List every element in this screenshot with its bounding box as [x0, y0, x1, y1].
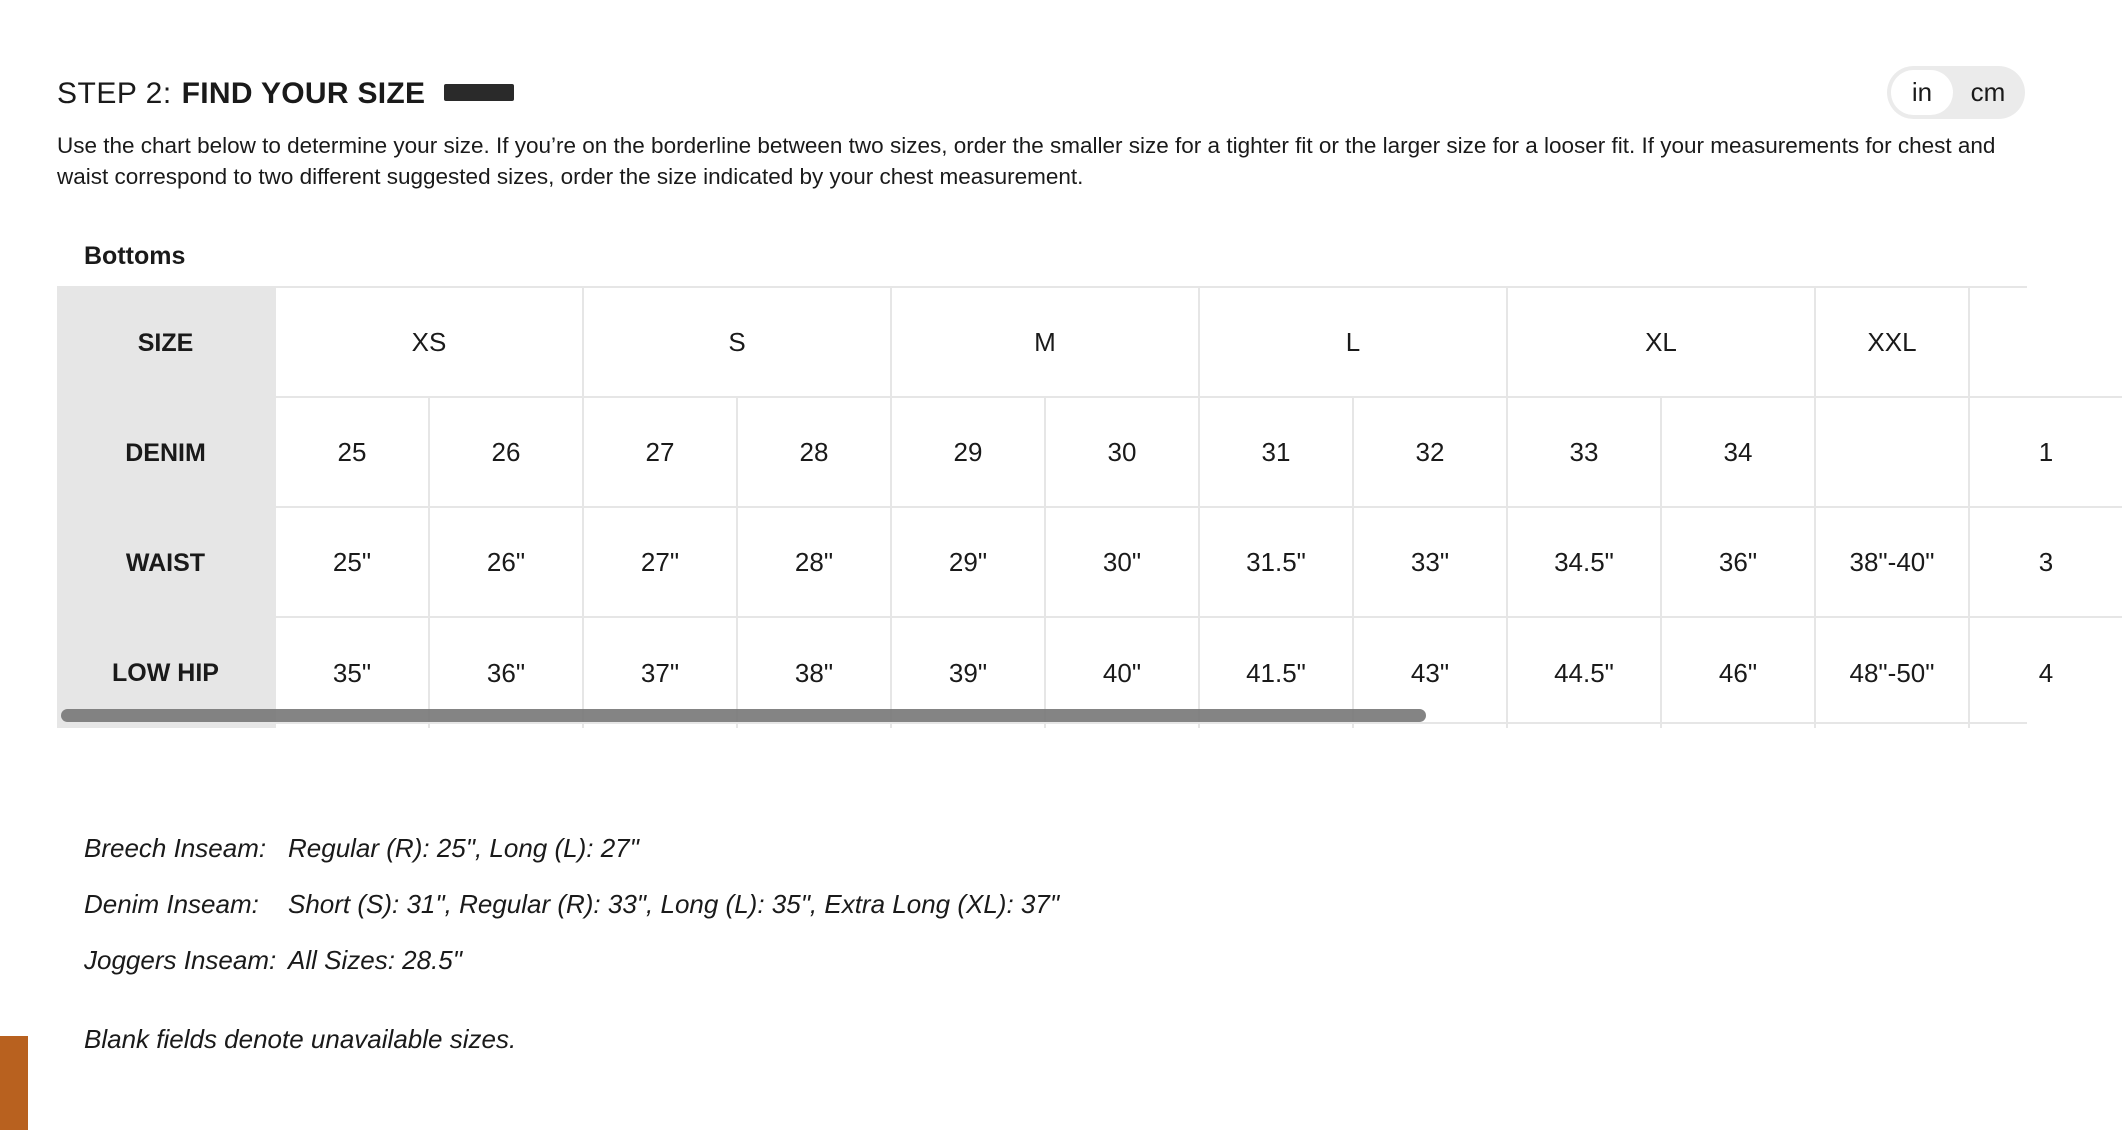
note-breech-inseam [84, 820, 1059, 876]
size-cell [1968, 288, 2122, 398]
unit-option-cm[interactable]: cm [1970, 77, 2006, 107]
note-value: All Sizes: 28.5" [288, 944, 462, 975]
unit-option-in[interactable]: in [1891, 70, 1953, 115]
waist-cell: 33" [1352, 508, 1506, 618]
low-hip-cell: 41.5" [1198, 618, 1352, 728]
unit-toggle[interactable] [1887, 66, 2025, 119]
section-label-bottoms: Bottoms [84, 242, 186, 270]
note-denim-inseam [84, 876, 1059, 932]
size-cell: XXL [1814, 288, 1968, 398]
size-cell: M [890, 288, 1198, 398]
size-cell: XL [1506, 288, 1814, 398]
row-header-waist: WAIST [57, 508, 274, 618]
size-cell: XS [274, 288, 582, 398]
note-label: Breech Inseam: [84, 832, 267, 863]
low-hip-cell: 43" [1352, 618, 1506, 728]
low-hip-cell: 4 [1968, 618, 2122, 728]
denim-cell: 31 [1198, 398, 1352, 508]
row-header-denim: DENIM [57, 398, 274, 508]
denim-cell: 27 [582, 398, 736, 508]
low-hip-cell: 36" [428, 618, 582, 728]
denim-cell: 28 [736, 398, 890, 508]
low-hip-cell: 48"-50" [1814, 618, 1968, 728]
denim-cell: 34 [1660, 398, 1814, 508]
low-hip-cell: 35" [274, 618, 428, 728]
row-header-size: SIZE [57, 288, 274, 398]
waist-cell: 27" [582, 508, 736, 618]
step-prefix: STEP 2: [57, 77, 172, 110]
size-cell: L [1198, 288, 1506, 398]
denim-cell: 30 [1044, 398, 1198, 508]
size-table[interactable] [57, 286, 2054, 724]
inseam-notes [84, 820, 1059, 988]
table-row-size [57, 288, 2122, 398]
low-hip-cell: 38" [736, 618, 890, 728]
denim-cell: 29 [890, 398, 1044, 508]
note-value: Short (S): 31", Regular (R): 33", Long (L): 35", Extra Long (XL): 37" [288, 888, 1060, 919]
step-title: FIND YOUR SIZE [181, 77, 426, 110]
waist-cell: 30" [1044, 508, 1198, 618]
side-feedback-tab[interactable] [0, 1036, 28, 1130]
note-value: Regular (R): 25", Long (L): 27" [288, 832, 639, 863]
table-row-denim [57, 398, 2122, 508]
step-header [57, 74, 514, 114]
horizontal-scrollbar[interactable] [61, 709, 1426, 722]
low-hip-cell: 40" [1044, 618, 1198, 728]
row-header-low-hip: LOW HIP [57, 618, 274, 728]
waist-cell: 34.5" [1506, 508, 1660, 618]
waist-cell: 31.5" [1198, 508, 1352, 618]
waist-cell: 28" [736, 508, 890, 618]
denim-cell: 1 [1968, 398, 2122, 508]
waist-cell: 38"-40" [1814, 508, 1968, 618]
denim-cell: 26 [428, 398, 582, 508]
denim-cell: 32 [1352, 398, 1506, 508]
denim-cell [1814, 398, 1968, 508]
blank-fields-note: Blank fields denote unavailable sizes. [84, 1024, 517, 1054]
low-hip-cell: 37" [582, 618, 736, 728]
waist-cell: 29" [890, 508, 1044, 618]
low-hip-cell: 44.5" [1506, 618, 1660, 728]
table-row-waist [57, 508, 2122, 618]
waist-cell: 26" [428, 508, 582, 618]
note-label: Joggers Inseam: [84, 944, 277, 975]
low-hip-cell: 39" [890, 618, 1044, 728]
waist-cell: 36" [1660, 508, 1814, 618]
waist-cell: 3 [1968, 508, 2122, 618]
note-joggers-inseam [84, 932, 1059, 988]
waist-cell: 25" [274, 508, 428, 618]
note-label: Denim Inseam: [84, 888, 259, 919]
size-instructions: Use the chart below to determine your size. If you’re on the borderline between two sizes, order the smaller size for a tighter fit or the larger size for a looser fit. If your measurements for chest and waist correspond to two different suggested sizes, order the size indicated by your chest measurement. [57, 133, 1996, 189]
denim-cell: 33 [1506, 398, 1660, 508]
size-cell: S [582, 288, 890, 398]
denim-cell: 25 [274, 398, 428, 508]
low-hip-cell: 46" [1660, 618, 1814, 728]
redaction-bar [444, 84, 514, 101]
